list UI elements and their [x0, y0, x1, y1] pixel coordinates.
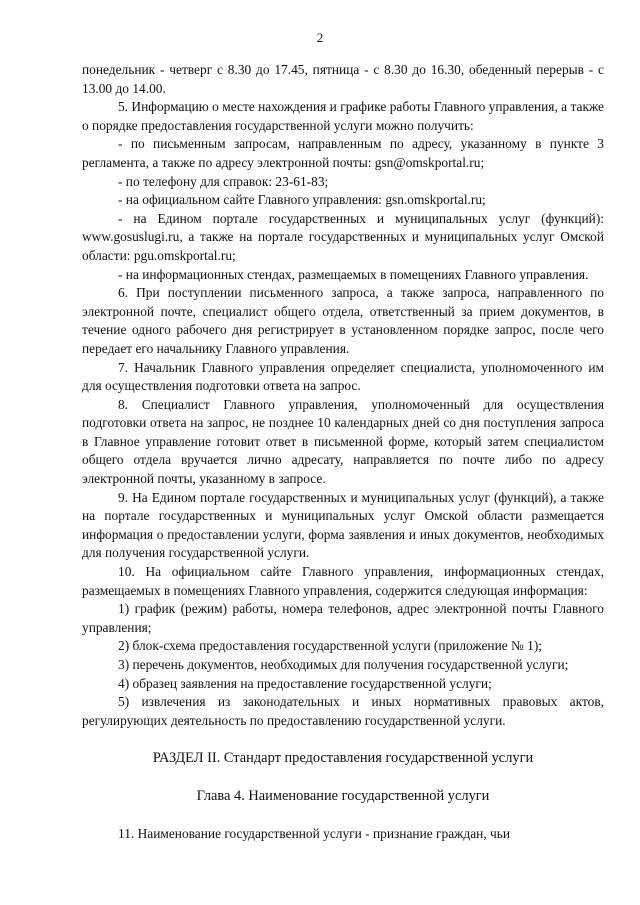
document-body	[82, 61, 604, 843]
list-item: 5) извлечения из законодательных и иных нормативных правовых актов, регулирующих деятельность по предоставлению государственной услуги.	[82, 694, 604, 728]
list-item: - на официальном сайте Главного управления: gsn.omskportal.ru;	[118, 192, 486, 208]
paragraph: 9. На Едином портале государственных и муниципальных услуг (функций), а также на портале государственных и муниципальных услуг Омской области размещается информация о предоставлении услуги, форма заявления и иных документов, необходимых для получения государственной услуги.	[82, 489, 604, 561]
page-number: 2	[316, 30, 324, 45]
list-item: 4) образец заявления на предоставление государственной услуги;	[118, 675, 492, 691]
section-title: РАЗДЕЛ II. Стандарт предоставления государственной услуги	[152, 750, 534, 767]
paragraph: 7. Начальник Главного управления определяет специалиста, уполномоченного им для осуществления подготовки ответа на запрос.	[82, 359, 604, 394]
paragraph: 5. Информацию о месте нахождения и графике работы Главного управления, а также о порядке предоставления государственной услуги можно получить:	[82, 99, 604, 133]
list-item: 2) блок-схема предоставления государственной услуги (приложение № 1);	[118, 638, 543, 654]
paragraph: 10. На официальном сайте Главного управления, информационных стендах, размещаемых в помещениях Главного управления, содержится следующая информация:	[82, 564, 604, 598]
list-item: - на Едином портале государственных и муниципальных услуг (функций): www.gosuslugi.ru, а также на портале государственных и муниципальных услуг Омской области: pgu.omskportal.ru;	[82, 210, 604, 263]
paragraph: 8. Специалист Главного управления, уполномоченный для осуществления подготовки ответа на запрос, не позднее 10 календарных дней со дня поступления запроса в Главное управление готовит ответ в письменной форме, который затем специалистом общего отдела вручается лично адресату, направляется по почте либо по адресу электронной почты, указанному в запросе.	[82, 396, 604, 487]
paragraph: понедельник - четверг с 8.30 до 17.45, пятница - с 8.30 до 16.30, обеденный перерыв - с 13.00 до 14.00.	[82, 62, 604, 96]
list-item: 3) перечень документов, необходимых для получения государственной услуги;	[118, 657, 569, 672]
paragraph: 6. При поступлении письменного запроса, а также запроса, направленного по электронной почте, специалист общего отдела, ответственный за прием документов, в течение одного рабочего дня регистрирует в установленном порядке запрос, после чего передает его начальнику Главного управления.	[82, 285, 604, 356]
chapter-title: Глава 4. Наименование государственной услуги	[196, 787, 490, 804]
list-item: - на информационных стендах, размещаемых в помещениях Главного управления.	[118, 266, 589, 282]
paragraph: 11. Наименование государственной услуги - признание граждан, чьи	[118, 825, 511, 841]
list-item: 1) график (режим) работы, номера телефонов, адрес электронной почты Главного управления;	[82, 601, 604, 635]
list-item: - по письменным запросам, направленным по адресу, указанному в пункте 3 регламента, а также по адресу электронной почты: gsn@omskportal.ru;	[82, 136, 604, 170]
list-item: - по телефону для справок: 23-61-83;	[118, 173, 329, 189]
